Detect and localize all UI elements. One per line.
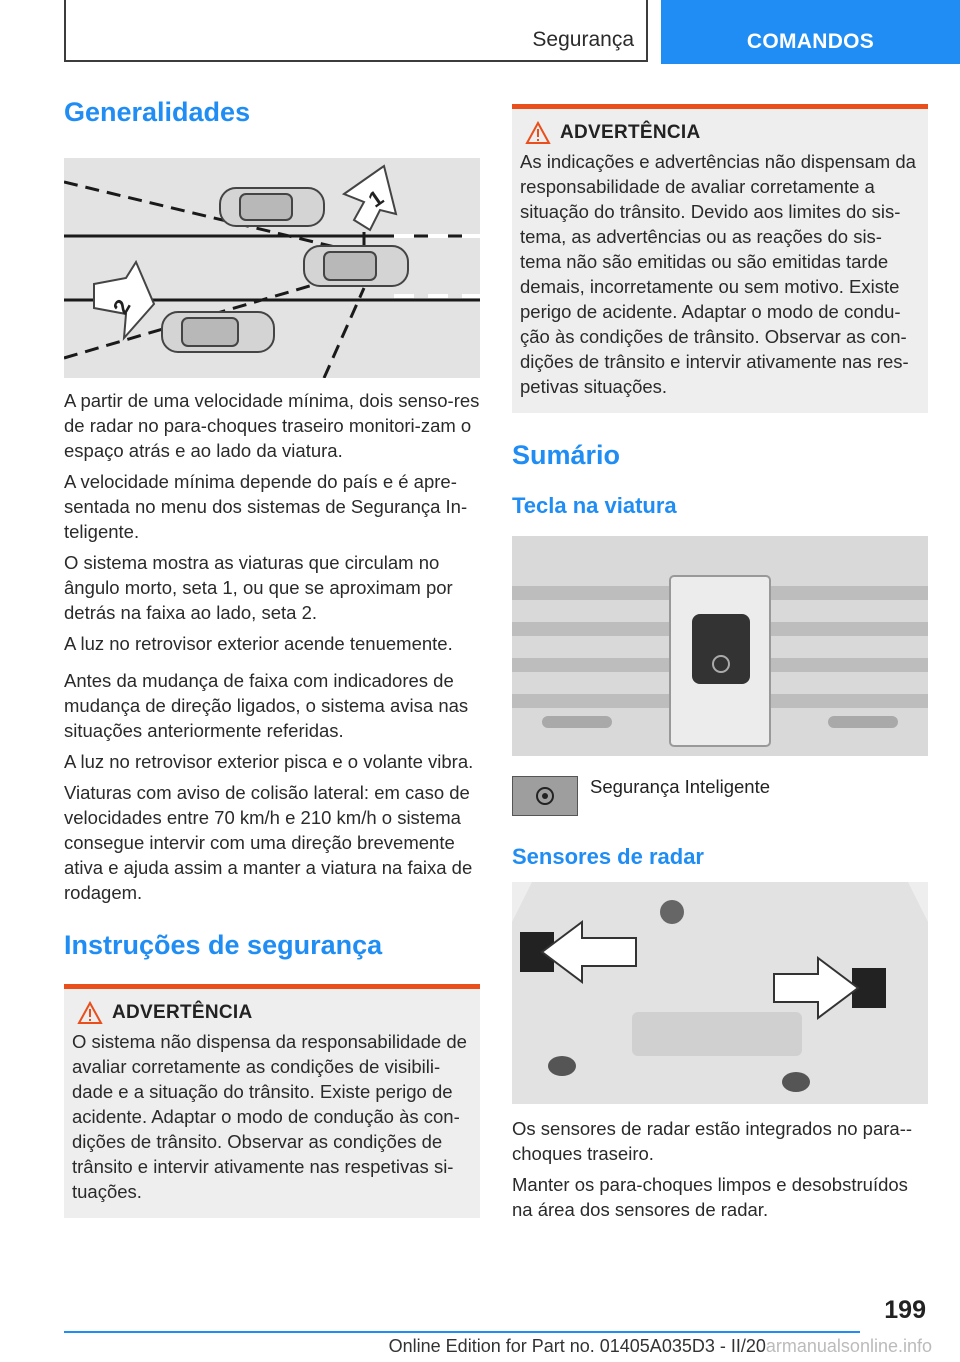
- button-legend: [512, 776, 928, 816]
- section-header-box: [64, 0, 648, 62]
- arrow-1-label: 1: [363, 184, 389, 213]
- chapter-tab: [661, 0, 960, 64]
- left-column: [64, 96, 480, 1218]
- title-button-in-vehicle: Tecla na viatura: [512, 493, 677, 519]
- title-radar-sensors: Sensores de radar: [512, 843, 704, 869]
- car-icon: [220, 188, 324, 226]
- warning-box: [64, 984, 480, 1218]
- paragraph: Manter os para-choques limpos e desobstruídos na área dos sensores de radar.: [512, 1174, 908, 1221]
- right-column: [512, 104, 928, 1222]
- section-label: Segurança: [532, 28, 634, 51]
- radar-sensor-photo: [512, 882, 928, 1104]
- edition-text: Online Edition for Part no. 01405A035D3 - II/20: [388, 1336, 766, 1356]
- warning-title: ADVERTÊNCIA: [112, 1001, 253, 1023]
- title-generalidades: Generalidades: [64, 97, 251, 127]
- paragraph: A velocidade mínima depende do país e é apre-sentada no menu dos sistemas de Segurança In-teligente.: [64, 471, 468, 543]
- warning-title: ADVERTÊNCIA: [560, 122, 701, 143]
- paragraph: Viaturas com aviso de colisão lateral: em caso de velocidades entre 70 km/h e 210 km/h o sistema consegue intervir com uma direção brevemente ativa e ajuda assim a manter a viatura na faixa de rodagem.: [64, 782, 473, 904]
- footer-edition: [0, 1336, 932, 1357]
- page-number: 199: [884, 1296, 926, 1324]
- warning-text: As indicações e advertências não dispensam da responsabilidade de avaliar corretamente a situação do trânsito. Devido aos limites do sis-tema, as advertências ou as reações do sis-tema não são emitidas ou são emitidas tarde demais, incorretamente ou sem motivo. Existe perigo de acidente. Adaptar o modo de condu-ção às condições de trânsito. Observar as con-dições de trânsito e intervir ativamente nas res-petivas situações.: [520, 151, 916, 397]
- paragraph: Antes da mudança de faixa com indicadores de mudança de direção ligados, o sistema avisa nas situações anteriormente referidas.: [64, 670, 469, 742]
- warning-text: O sistema não dispensa da responsabilidade de avaliar corretamente as condições de visibili-dade e a situação do trânsito. Existe perigo de acidente. Adaptar o modo de condução às con-dições de trânsito. Observar as condições de trânsito e intervir ativamente nas respetivas si-tuações.: [72, 1030, 467, 1202]
- car-icon: [304, 246, 408, 286]
- paragraph: A luz no retrovisor exterior pisca e o volante vibra.: [64, 751, 474, 773]
- title-safety: Instruções de segurança: [64, 930, 383, 961]
- sensors-text: [512, 1116, 928, 1222]
- blind-spot-illustration: [64, 158, 480, 378]
- warning-header: [72, 1001, 472, 1025]
- warning-triangle-icon: [72, 1001, 108, 1025]
- arrow-2-label: 2: [107, 295, 136, 319]
- blind-spot-diagram: [64, 158, 480, 378]
- watermark-text: armanualsonline.info: [765, 1336, 932, 1356]
- vehicle-button-photo: [512, 536, 928, 756]
- car-icon: [162, 312, 274, 352]
- paragraph: O sistema mostra as viaturas que circulam no ângulo morto, seta 1, ou que se aproximam por detrás na faixa ao lado, seta 2.: [64, 552, 453, 624]
- warning-box: [512, 104, 928, 413]
- warning-header: [520, 121, 920, 145]
- intro-text: [64, 388, 480, 905]
- paragraph: A luz no retrovisor exterior acende tenuemente.: [64, 633, 453, 655]
- intelligent-safety-button-icon: [512, 776, 578, 816]
- paragraph: Os sensores de radar estão integrados no para--choques traseiro.: [512, 1118, 913, 1165]
- page-header: [0, 0, 960, 66]
- footer-rule: [64, 1331, 860, 1333]
- paragraph: A partir de uma velocidade mínima, dois senso-res de radar no para-choques traseiro monitori-zam o espaço atrás e ao lado da viatura.: [64, 390, 480, 462]
- button-legend-label: Segurança Inteligente: [590, 775, 770, 797]
- title-summary: Sumário: [512, 440, 621, 470]
- warning-triangle-icon: [520, 121, 556, 145]
- chapter-tab-label: COMANDOS: [746, 30, 875, 53]
